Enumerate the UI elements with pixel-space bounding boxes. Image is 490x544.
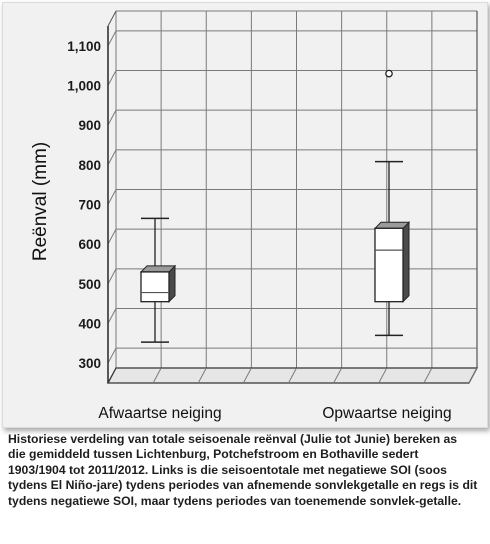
figure-caption: Historiese verdeling van totale seisoenale reënval (Julie tot Junie) bereken as die gemiddeld tussen Lichtenburg, Potchefstroom en Bothaville sedert 1903/1904 tot 2011/2012. Links is die seisoentotale met negatiewe SOI (soos tydens El Niño-jare) tydens periodes van afnemende sonvlekgetalle en regs is dit tydens negatiewe SOI, maar tydens periodes van toenemende sonvlek-getalle. [8, 432, 478, 508]
grid-line-depth [108, 31, 116, 46]
grid-line-depth [108, 150, 116, 165]
chart-panel [2, 2, 488, 428]
y-tick-label: 900 [78, 118, 101, 134]
y-tick-label: 1,100 [67, 38, 101, 54]
y-tick-label: 500 [78, 276, 101, 292]
grid-line-depth [108, 229, 116, 244]
y-tick-label: 400 [78, 316, 101, 332]
grid-line-depth [108, 309, 116, 324]
x-category-label: Afwaartse neiging [98, 405, 222, 422]
y-axis-title: Reënval (mm) [30, 141, 51, 262]
grid-line-depth [108, 110, 116, 125]
box-body [141, 272, 169, 302]
box-body [375, 228, 403, 301]
box-top [141, 266, 175, 272]
y-tick-label: 600 [78, 237, 101, 253]
outlier-point [386, 70, 392, 76]
grid-line-depth [108, 348, 116, 363]
y-tick-label: 1,000 [67, 78, 101, 94]
x-category-label: Opwaartse neiging [322, 405, 452, 422]
box-top [375, 222, 409, 228]
box-side [403, 222, 409, 301]
y-tick-label: 700 [78, 197, 101, 213]
grid-line-depth [108, 190, 116, 205]
grid-line-depth [108, 269, 116, 284]
y-tick-label: 300 [78, 356, 101, 372]
left-wall-top-edge [108, 11, 116, 26]
grid-line-depth [108, 71, 116, 86]
box-plot-chart [3, 3, 487, 427]
y-tick-label: 800 [78, 157, 101, 173]
